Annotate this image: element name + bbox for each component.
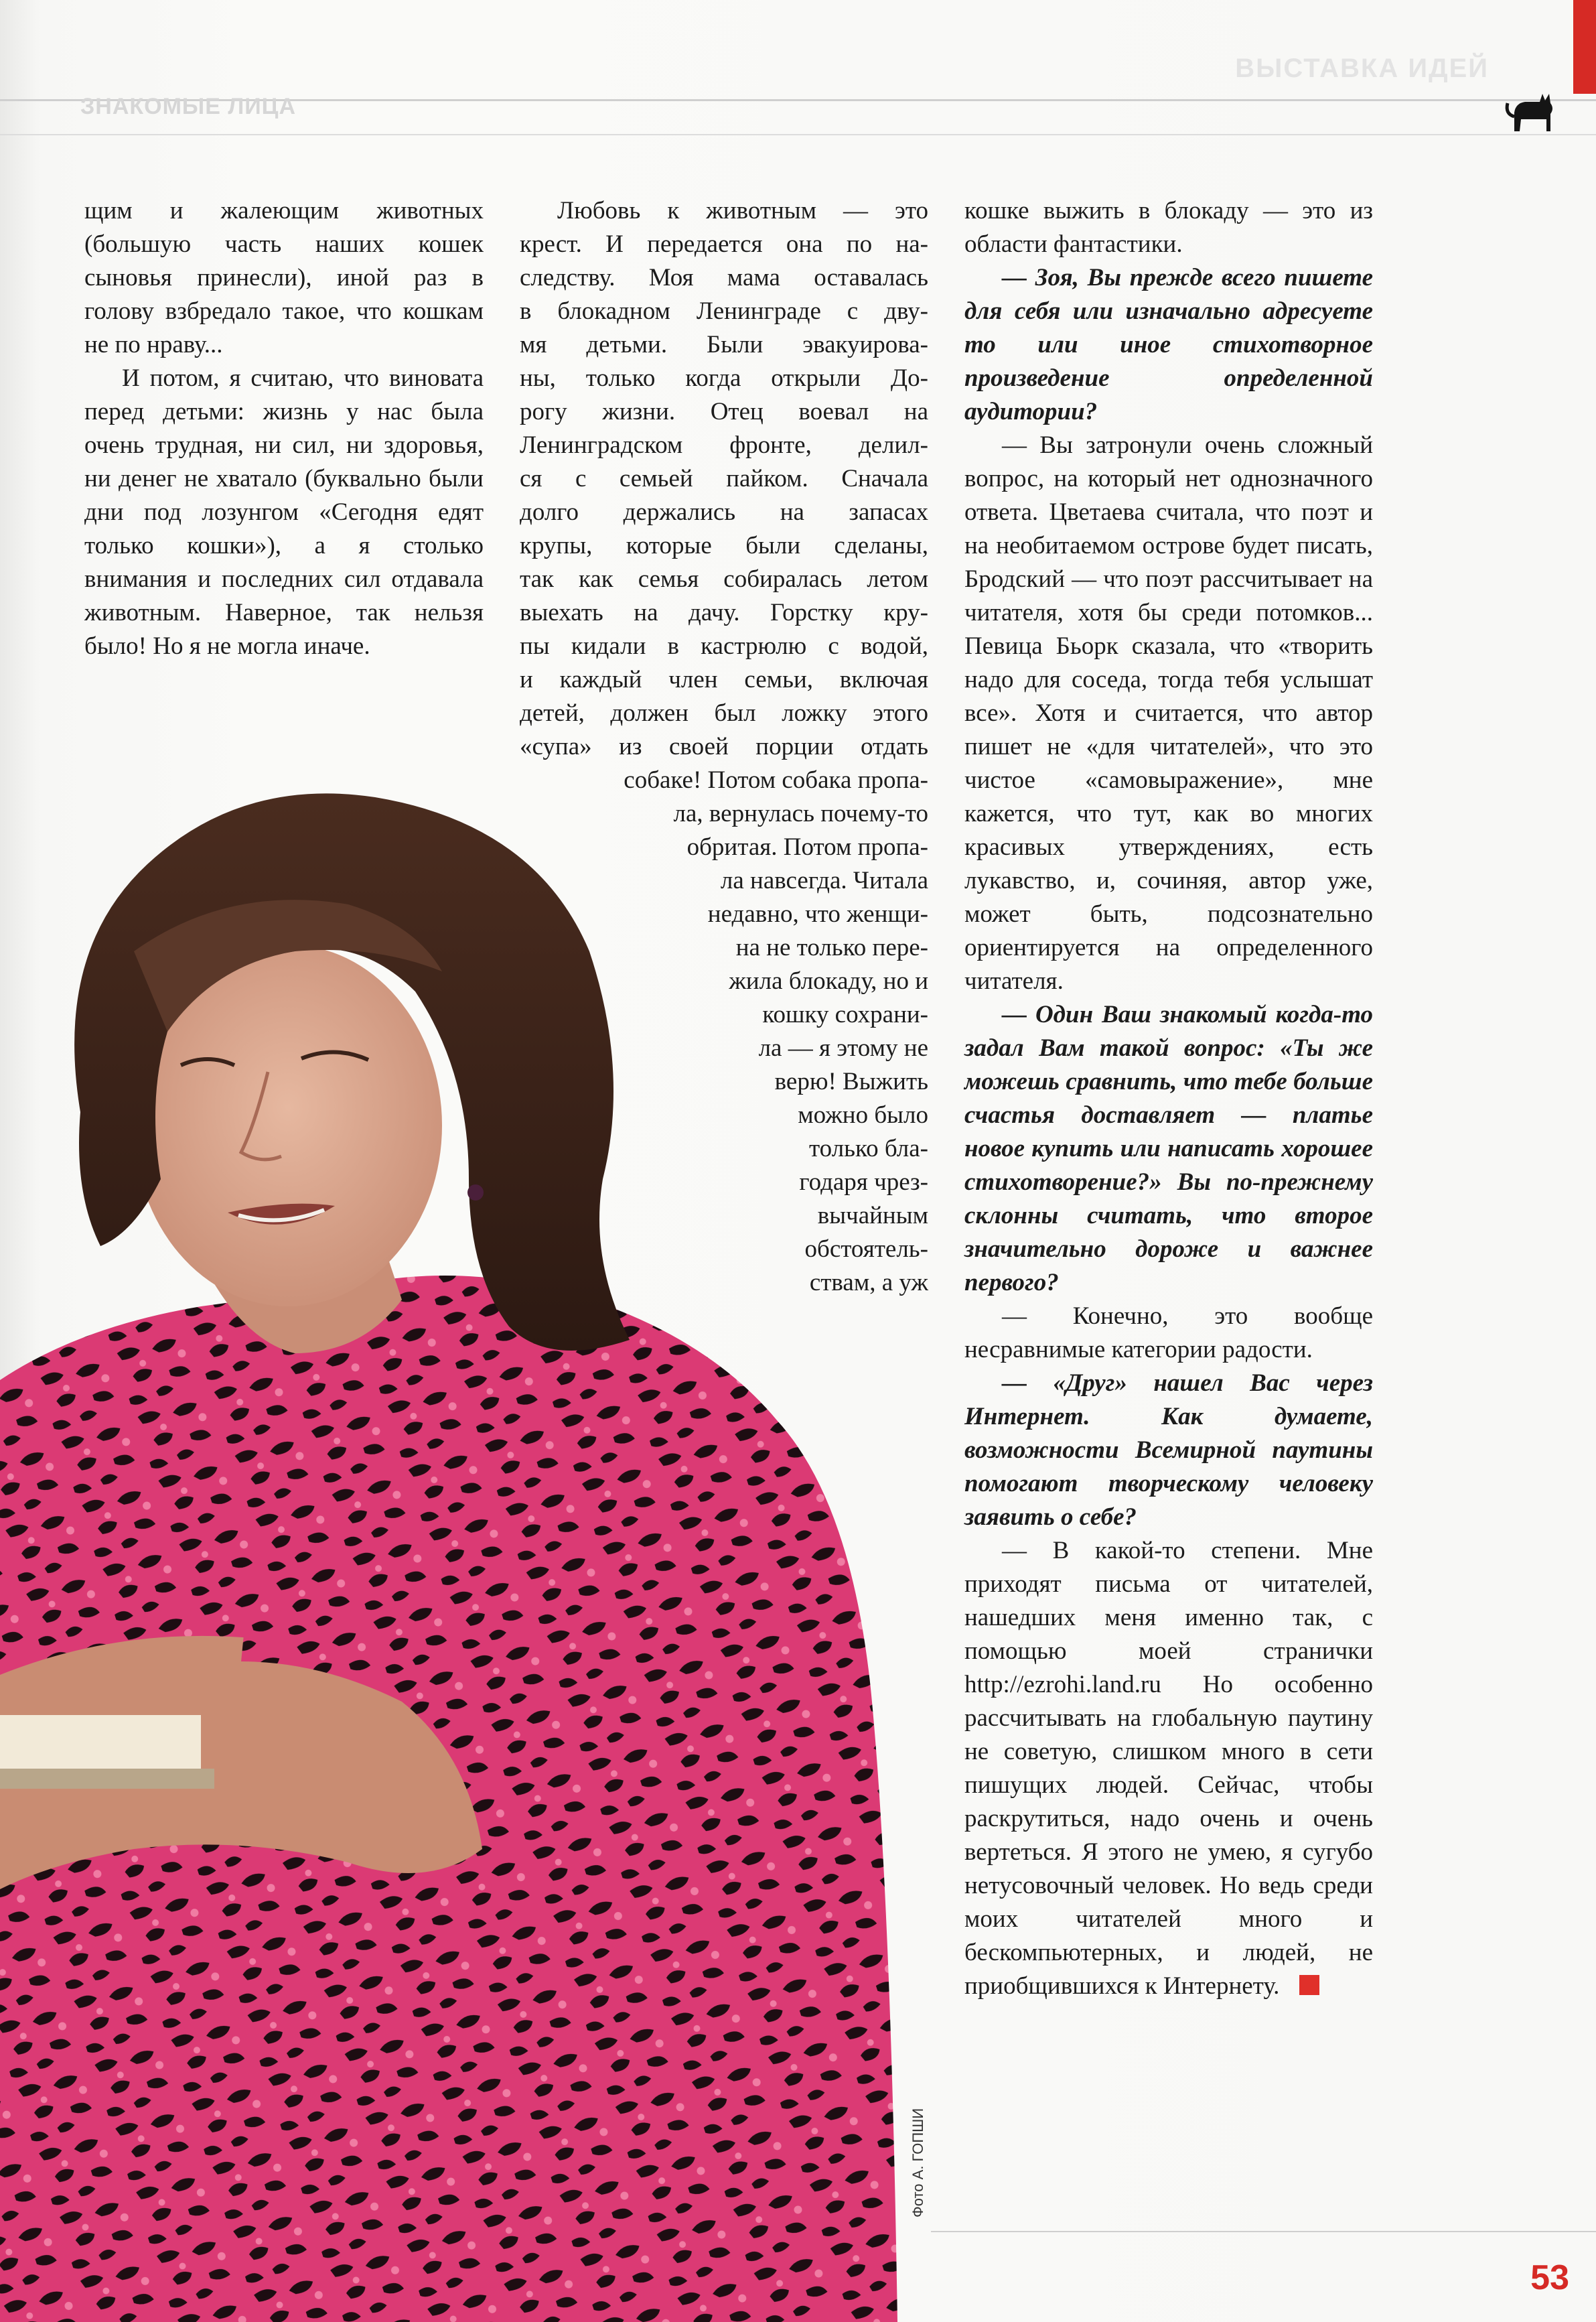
footer-rule xyxy=(931,2231,1596,2232)
photo-credit: Фото А. ГОПШИ xyxy=(910,2108,926,2217)
interview-answer: — Вы затронули очень сложный вопрос, на который нет однозначного ответа. Цветаева считала, что поэт и на необитаемом острове будет писать, Бродский — что поэт рассчитывает на читателя, хотя бы среди потомков... Певица Бьорк сказала, что «творить надо для соседа, тогда тебя услышат все». Хотя и считается, что автор пишет не «для читателей», что это чистое «самовыражение», мне кажется, что тут, как во многих красивых утверждениях, есть лукавство, и, сочиняя, автор уже, может быть, подсознательно ориентируется на определенного читателя. xyxy=(964,431,1373,995)
text-line: можно было xyxy=(798,1101,928,1129)
paragraph: щим и жалеющим животных (большую часть наших кошек сыновья принесли), иной раз в голову взбредало такое, что кошкам не по нраву... xyxy=(84,197,484,358)
text-line: долго держались на запасах xyxy=(520,498,928,526)
text-line: ны, только когда открыли До- xyxy=(520,364,928,392)
text-column-3 xyxy=(964,194,1373,2003)
text-column-2 xyxy=(520,194,928,1300)
page-number: 53 xyxy=(1530,2258,1569,2297)
text-line: рогу жизни. Отец воевал на xyxy=(520,398,928,425)
text-line: годаря чрез- xyxy=(799,1168,928,1196)
text-line: обритая. Потом пропа- xyxy=(686,833,928,861)
interview-question: — Один Ваш знакомый когда-то задал Вам такой вопрос: «Ты же можешь сравнить, что тебе больше счастья доставляет — платье новое купить или написать хорошее стихотворение?» Вы по-прежнему склонны считать, что второе значительно дороже и важнее первого? xyxy=(964,1001,1373,1296)
running-header: ЗНАКОМЫЕ ЛИЦА xyxy=(80,94,297,119)
text-line: в блокадном Ленинграде с дву- xyxy=(520,297,928,325)
text-line: и каждый член семьи, включая xyxy=(520,666,928,693)
text-line: ла, вернулась почему-то xyxy=(673,800,928,827)
text-line: выехать на дачу. Горстку кру- xyxy=(520,599,928,626)
text-line: обстоятель- xyxy=(804,1235,928,1263)
text-line: ся с семьей пайком. Сначала xyxy=(520,465,928,492)
interview-question: — «Друг» нашел Вас через Интернет. Как думаете, возможности Всемирной паутины помогают творческому человеку заявить о себе? xyxy=(964,1369,1373,1531)
cat-icon xyxy=(1501,79,1561,139)
text-line: так как семья собиралась летом xyxy=(520,565,928,593)
text-line: жила блокаду, но и xyxy=(729,967,928,995)
text-line: недавно, что женщи- xyxy=(707,900,928,928)
text-line: Ленинградском фронте, делил- xyxy=(520,431,928,459)
interview-answer xyxy=(964,1534,1373,2003)
text-line: на не только пере- xyxy=(735,934,928,961)
text-line: кошку сохрани- xyxy=(762,1001,928,1028)
text-line: крупы, которые были сделаны, xyxy=(520,532,928,559)
interview-question: — Зоя, Вы прежде всего пишете для себя или изначально адресуете то или иное стихотворное произведение определенной аудитории? xyxy=(964,264,1373,425)
text-line: только бла- xyxy=(809,1135,928,1162)
text-line: ла навсегда. Читала xyxy=(720,867,928,894)
text-line: мя детьми. Были эвакуирова- xyxy=(520,331,928,358)
answer-text: — В какой-то степени. Мне приходят письма от читателей, нашедших меня именно так, с помощью моей странички http://ezrohi.land.ru Но особенно рассчитывать на глобальную паутину не советую, слишком много в сети пишущих людей. Сейчас, чтобы раскрутиться, надо очень и очень вертеться. Я этого не умею, я сугубо нетусовочный человек. Но ведь среди моих читателей много и бескомпьютерных, и людей, не приобщившихся к Интернету. xyxy=(964,1537,1373,2000)
paragraph: И потом, я считаю, что виновата перед детьми: жизнь у нас была очень трудная, ни сил, ни здоровья, ни денег не хватало (буквально были дни под лозунгом «Сегодня едят только кошки»), а я столько внимания и последних сил отдавала животным. Наверное, так нельзя было! Но я не могла иначе. xyxy=(84,364,484,660)
bleed-through-header: ВЫСТАВКА ИДЕЙ xyxy=(1235,54,1489,83)
header-rule-secondary xyxy=(0,134,1596,135)
text-line: крест. И передается она по на- xyxy=(520,230,928,258)
text-line: верю! Выжить xyxy=(774,1068,928,1095)
end-of-article-mark xyxy=(1299,1975,1319,1995)
text-line: ла — я этому не xyxy=(758,1034,928,1062)
interview-answer: — Конечно, это вообще несравнимые категории радости. xyxy=(964,1302,1373,1363)
text-line: собаке! Потом собака пропа- xyxy=(624,766,928,794)
text-line: «супа» из своей порции отдать xyxy=(520,733,928,760)
text-line: пы кидали в кастрюлю с водой, xyxy=(520,632,928,660)
text-line: следству. Моя мама оставалась xyxy=(520,264,928,291)
text-line: вычайным xyxy=(817,1202,928,1229)
text-line: детей, должен был ложку этого xyxy=(520,699,928,727)
section-color-tab xyxy=(1573,0,1596,94)
text-column-1 xyxy=(84,194,484,663)
text-line: Любовь к животным — это xyxy=(557,197,928,224)
text-line: ствам, а уж xyxy=(809,1269,928,1296)
paragraph: кошке выжить в блокаду — это из области фантастики. xyxy=(964,197,1373,258)
